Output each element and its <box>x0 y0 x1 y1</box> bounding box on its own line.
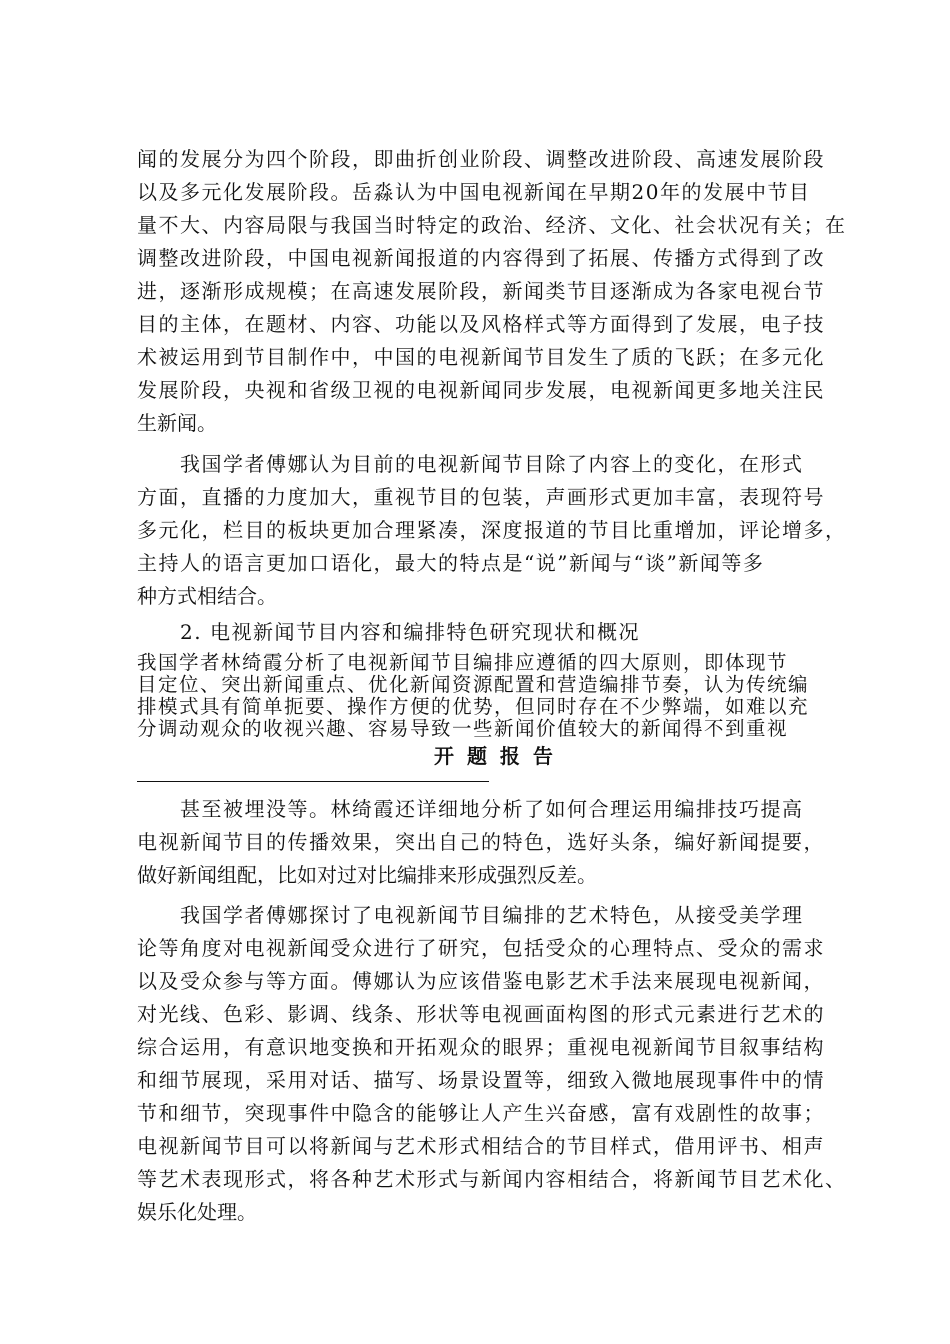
section-subheading: 2. 电视新闻节目内容和编排特色研究现状和概况 <box>180 620 640 644</box>
text-line: 和细节展现，采用对话、描写、场景设置等，细致入微地展现事件中的情 <box>137 1068 825 1092</box>
text-line: 综合运用，有意识地变换和开拓观众的眼界；重视电视新闻节目叙事结构 <box>137 1035 825 1059</box>
text-line: 闻的发展分为四个阶段，即曲折创业阶段、调整改进阶段、高速发展阶段 <box>137 147 825 171</box>
text-line: 多元化，栏目的板块更加合理紧凑，深度报道的节目比重增加，评论增多， <box>137 518 847 542</box>
text-line: 甚至被埋没等。林绮霞还详细地分析了如何合理运用编排技巧提高 <box>180 797 804 821</box>
text-line: 发展阶段，央视和省级卫视的电视新闻同步发展，电视新闻更多地关注民 <box>137 378 825 402</box>
text-line: 方面，直播的力度加大，重视节目的包装，声画形式更加丰富，表现符号 <box>137 485 825 509</box>
text-line: 调整改进阶段，中国电视新闻报道的内容得到了拓展、传播方式得到了改 <box>137 246 825 270</box>
text-line: 我国学者傅娜认为目前的电视新闻节目除了内容上的变化，在形式 <box>180 452 804 476</box>
text-line: 目的主体，在题材、内容、功能以及风格样式等方面得到了发展，电子技 <box>137 312 825 336</box>
text-line: 以及多元化发展阶段。岳淼认为中国电视新闻在早期20年的发展中节目 <box>137 180 811 204</box>
text-line: 对光线、色彩、影调、线条、形状等电视画面构图的形式元素进行艺术的 <box>137 1002 825 1026</box>
text-line: 种方式相结合。 <box>137 584 277 608</box>
text-line: 量不大、内容局限与我国当时特定的政治、经济、文化、社会状况有关；在 <box>137 213 847 237</box>
text-line: 目定位、突出新闻重点、优化新闻资源配置和营造编排节奏，认为传统编 <box>137 673 810 696</box>
text-line: 电视新闻节目的传播效果，突出自己的特色，选好头条，编好新闻提要， <box>137 830 825 854</box>
text-line: 电视新闻节目可以将新闻与艺术形式相结合的节目样式，借用评书、相声 <box>137 1134 825 1158</box>
text-line: 等艺术表现形式，将各种艺术形式与新闻内容相结合，将新闻节目艺术化、 <box>137 1167 847 1191</box>
text-line: 分调动观众的收视兴趣、容易导致一些新闻价值较大的新闻得不到重视 <box>137 717 789 740</box>
text-line: 生新闻。 <box>137 411 217 435</box>
text-line: 进，逐渐形成规模；在高速发展阶段，新闻类节目逐渐成为各家电视台节 <box>137 279 825 303</box>
report-heading: 开 题 报 告 <box>434 740 556 769</box>
text-line: 排模式具有简单扼要、操作方便的优势，但同时存在不少弊端，如难以充 <box>137 695 810 718</box>
text-line: 做好新闻组配，比如对过对比编排来形成强烈反差。 <box>137 863 597 887</box>
text-line: 我国学者林绮霞分析了电视新闻节目编排应遵循的四大原则，即体现节 <box>137 651 789 674</box>
text-line: 以及受众参与等方面。傅娜认为应该借鉴电影艺术手法来展现电视新闻， <box>137 969 825 993</box>
text-line: 论等角度对电视新闻受众进行了研究，包括受众的心理特点、受众的需求 <box>137 936 825 960</box>
text-line: 节和细节，突现事件中隐含的能够让人产生兴奋感，富有戏剧性的故事； <box>137 1101 825 1125</box>
divider-rule <box>137 781 489 782</box>
text-line: 主持人的语言更加口语化，最大的特点是“说”新闻与“谈”新闻等多 <box>137 551 765 575</box>
text-line: 娱乐化处理。 <box>137 1200 257 1224</box>
text-line: 我国学者傅娜探讨了电视新闻节目编排的艺术特色，从接受美学理 <box>180 903 804 927</box>
text-line: 术被运用到节目制作中，中国的电视新闻节目发生了质的飞跃；在多元化 <box>137 345 825 369</box>
